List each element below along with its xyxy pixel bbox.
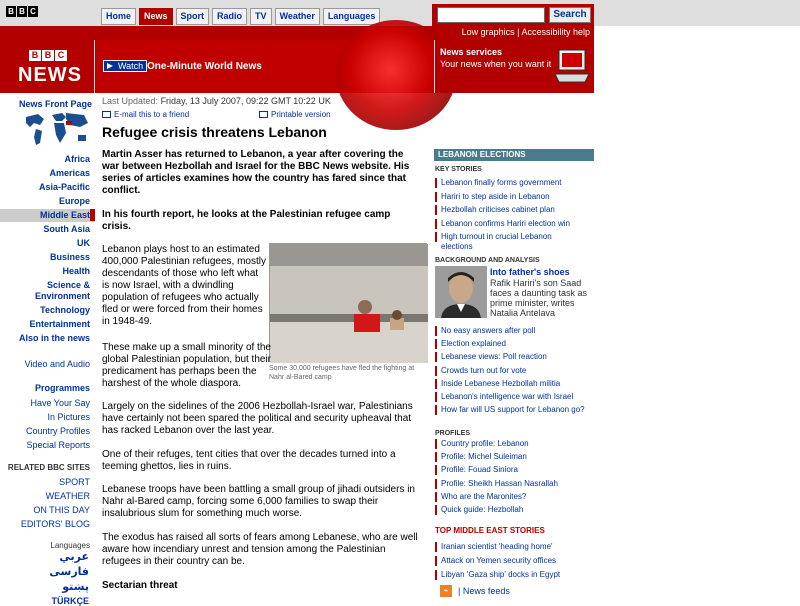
printable-link-label: Printable version <box>271 110 331 119</box>
nav-tab-weather[interactable]: Weather <box>275 8 320 25</box>
nav-tab-radio[interactable]: Radio <box>212 8 247 25</box>
photo-image <box>270 244 428 363</box>
background-link[interactable]: Inside Lebanese Hezbollah militia <box>435 379 590 389</box>
background-link[interactable]: Lebanon's intelligence war with Israel <box>435 392 590 402</box>
printer-icon <box>259 111 268 118</box>
sidebar-item-in-pictures[interactable]: In Pictures <box>47 412 90 422</box>
services-subtitle: Your news when you want it <box>440 59 552 69</box>
services-title: News services <box>440 47 503 57</box>
last-updated <box>102 96 331 106</box>
article-paragraph: Largely on the sidelines of the 2006 Hezbollah-Israel war, Palestinians have certainly not been spared the political and security upheaval that has racked Lebanon over the last year. <box>102 401 413 436</box>
profile-link[interactable]: Profile: Sheikh Hassan Nasrallah <box>435 479 590 489</box>
sidebar-item-middle-east[interactable]: Middle East <box>0 209 95 222</box>
language-link-persian[interactable]: فارسی <box>49 566 89 578</box>
utility-separator: | <box>517 27 520 37</box>
background-link[interactable]: Crowds turn out for vote <box>435 366 590 376</box>
profile-link[interactable]: Profile: Michel Suleiman <box>435 452 590 462</box>
bbc-logo-letter: B <box>6 6 16 17</box>
sidebar-item-have-your-say[interactable]: Have Your Say <box>30 398 90 408</box>
refugee-photo <box>269 243 427 362</box>
key-story-link[interactable]: Lebanon confirms Hariri election win <box>435 219 590 229</box>
nav-tab-news[interactable]: News <box>139 8 173 25</box>
languages-heading: Languages <box>50 541 90 550</box>
hariri-photo[interactable] <box>435 266 487 318</box>
bbc-logo-letter: C <box>28 6 38 17</box>
email-friend-link[interactable] <box>102 110 189 119</box>
sidebar-item-environment[interactable]: Environment <box>34 291 90 301</box>
nav-tab-tv[interactable]: TV <box>250 8 272 25</box>
utility-links <box>462 27 590 37</box>
laptop-icon <box>553 46 591 86</box>
background-link[interactable]: How far will US support for Lebanon go? <box>435 405 585 415</box>
background-link[interactable]: Election explained <box>435 339 590 349</box>
profile-link[interactable]: Profile: Fouad Siniora <box>435 465 590 475</box>
bbc-news-logo[interactable] <box>0 40 95 93</box>
search-area <box>432 4 594 26</box>
profile-link[interactable]: Who are the Maronites? <box>435 492 590 502</box>
top-stories-heading: TOP MIDDLE EAST STORIES <box>435 526 545 535</box>
top-story-link[interactable]: Libyan 'Gaza ship' docks in Egypt <box>435 570 590 580</box>
sidebar-item-asia-pacific[interactable]: Asia-Pacific <box>38 182 90 192</box>
watch-label: Watch <box>118 61 144 71</box>
key-story-link[interactable]: Hezbollah criticises cabinet plan <box>435 205 590 215</box>
key-stories-heading: KEY STORIES <box>435 166 482 173</box>
related-link-editors-blog[interactable]: EDITORS' BLOG <box>20 519 90 529</box>
sidebar-item-business[interactable]: Business <box>49 252 90 262</box>
logo-letter: B <box>42 50 54 61</box>
news-feeds-link[interactable]: | News feeds <box>458 586 510 596</box>
related-link-sport[interactable]: SPORT <box>59 477 90 487</box>
bbc-logo-letter: B <box>17 6 27 17</box>
sidebar-item-south-asia[interactable]: South Asia <box>43 224 90 234</box>
bbc-logo[interactable] <box>6 6 38 17</box>
sidebar-item-programmes[interactable]: Programmes <box>34 383 90 393</box>
related-link-weather[interactable]: WEATHER <box>45 491 90 501</box>
language-link-turkish[interactable]: TÜRKÇE <box>51 596 89 606</box>
article-intro-2: In his fourth report, he looks at the Palestinian refugee camp crisis. <box>102 209 391 232</box>
related-column <box>434 93 594 600</box>
article-paragraph: One of their refuges, tent cities that over the decades turned into a teeming ghettos, lies in ruins. <box>102 449 396 472</box>
envelope-icon <box>102 111 111 118</box>
profile-link[interactable]: Country profile: Lebanon <box>435 439 590 449</box>
sidebar-item-uk[interactable]: UK <box>77 238 90 248</box>
photo-caption: Some 30,000 refugees have fled the fighting at Nahr al-Bared camp <box>269 365 415 381</box>
logo-letter: C <box>55 50 67 61</box>
language-link-arabic[interactable]: عربي <box>59 551 89 563</box>
key-story-link[interactable]: Hariri to step aside in Lebanon <box>435 192 590 202</box>
sidebar-item-country-profiles[interactable]: Country Profiles <box>25 426 90 436</box>
sidebar-item-americas[interactable]: Americas <box>49 168 90 178</box>
nav-tab-home[interactable]: Home <box>101 8 136 25</box>
sidebar-item-also-in-news[interactable]: Also in the news <box>18 333 90 343</box>
one-minute-world-news-link[interactable]: One-Minute World News <box>147 61 262 72</box>
play-icon <box>107 63 113 69</box>
top-story-link[interactable]: Attack on Yemen security offices <box>435 556 590 566</box>
news-wordmark: NEWS <box>18 64 82 86</box>
news-services-promo[interactable] <box>434 40 594 93</box>
article-paragraph: Lebanon plays host to an estimated 400,000 Palestinian refugees, mostly descendants of those who left what is now Israel, with a dwindling population of refugees who actually fled or were forced from their homes in 1948-49. <box>102 244 266 327</box>
printable-version-link[interactable] <box>259 110 331 119</box>
accessibility-help-link[interactable]: Accessibility help <box>521 27 590 37</box>
watch-promo <box>96 40 434 93</box>
article-paragraph: The exodus has raised all sorts of fears among Lebanese, who are well aware how incendiary unrest and tension among the Palestinian refugees in their country can be. <box>102 532 418 567</box>
rss-icon[interactable]: ⌁ <box>440 585 452 597</box>
last-updated-label: Last Updated: <box>102 96 159 106</box>
utility-strip <box>0 26 594 40</box>
portrait-image <box>435 266 487 318</box>
profiles-heading: PROFILES <box>435 430 471 437</box>
sidebar-item-health[interactable]: Health <box>62 266 90 276</box>
sidebar-item-special-reports[interactable]: Special Reports <box>26 440 90 450</box>
last-updated-value: Friday, 13 July 2007, 09:22 GMT 10:22 UK <box>160 96 331 106</box>
related-sites-heading: RELATED BBC SITES <box>7 463 90 472</box>
nav-tab-sport[interactable]: Sport <box>176 8 210 25</box>
article-subheading: Sectarian threat <box>102 580 178 591</box>
top-story-link[interactable]: Iranian scientist 'heading home' <box>435 542 590 552</box>
search-button[interactable]: Search <box>549 7 591 23</box>
left-sidebar <box>0 93 95 606</box>
main-nav <box>101 8 380 25</box>
watch-button[interactable] <box>103 60 147 72</box>
logo-letter: B <box>29 50 41 61</box>
language-link-pashto[interactable]: پښتو <box>62 581 89 593</box>
related-link-on-this-day[interactable]: ON THIS DAY <box>33 505 90 515</box>
sidebar-item-europe[interactable]: Europe <box>58 196 90 206</box>
key-story-link[interactable]: Lebanon finally forms government <box>435 178 590 188</box>
sidebar-item-video-audio[interactable]: Video and Audio <box>24 359 90 369</box>
article-headline: Refugee crisis threatens Lebanon <box>102 124 327 140</box>
feature-title-link[interactable]: Into father's shoes <box>490 267 570 277</box>
article-intro: Martin Asser has returned to Lebanon, a year after covering the war between Hezbollah and Israel for the BBC News website. His series of articles examines how the country has fared since that conflict. <box>102 149 410 196</box>
search-input[interactable] <box>437 7 545 23</box>
nav-tab-languages[interactable]: Languages <box>323 8 381 25</box>
article-paragraph: Lebanese troops have been battling a small group of jihadi outsiders in Nahr al-Bared camp, forcing some 6,000 families to swap their insalubrious slum for something much worse. <box>102 484 415 519</box>
sidebar-item-entertainment[interactable]: Entertainment <box>29 319 90 329</box>
article-paragraph: These make up a small minority of the global Palestinian population, but their predicament has perhaps been the harshest of the whole diaspora. <box>102 342 272 389</box>
article <box>95 93 434 600</box>
sidebar-item-science[interactable]: Science & <box>46 280 90 290</box>
sidebar-item-africa[interactable]: Africa <box>64 154 90 164</box>
news-front-page-link[interactable]: News Front Page <box>19 99 93 109</box>
empty-margin <box>594 26 800 600</box>
background-link[interactable]: No easy answers after poll <box>435 326 590 336</box>
background-heading: BACKGROUND AND ANALYSIS <box>435 257 540 264</box>
key-story-link[interactable]: High turnout in crucial Lebanon elections <box>435 232 565 252</box>
feature-summary: Rafik Hariri's son Saad faces a daunting task as prime minister, writes Natalia Antelava <box>490 278 588 318</box>
email-link-label: E-mail this to a friend <box>114 110 190 119</box>
low-graphics-link[interactable]: Low graphics <box>461 27 515 37</box>
masthead <box>0 40 594 93</box>
background-link[interactable]: Lebanese views: Poll reaction <box>435 352 590 362</box>
profile-link[interactable]: Quick guide: Hezbollah <box>435 505 590 515</box>
section-header: LEBANON ELECTIONS <box>434 149 594 161</box>
world-map-icon[interactable] <box>22 109 92 149</box>
sidebar-item-technology[interactable]: Technology <box>40 305 90 315</box>
